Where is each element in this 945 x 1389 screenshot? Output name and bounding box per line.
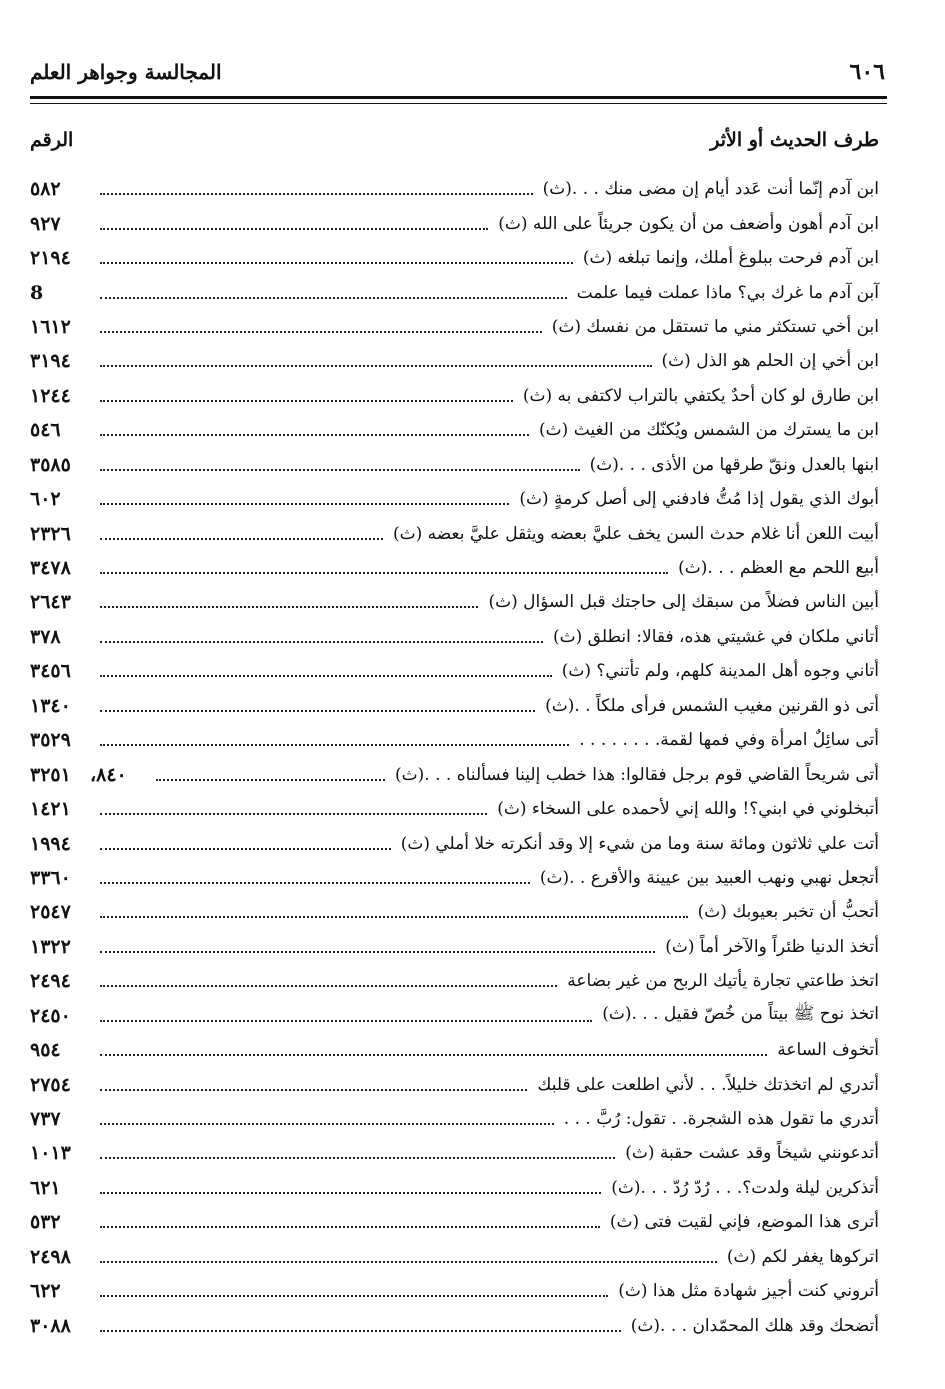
entry-numbers (30, 1039, 90, 1061)
index-entry (30, 1067, 879, 1101)
entry-number: ٣١٩٤ (30, 350, 71, 373)
index-entry (30, 792, 879, 826)
entry-number: ٥٨٢ (30, 178, 61, 201)
entry-number: ٣٧٨ (30, 625, 61, 648)
entry-number: ٣٤٧٨ (30, 557, 71, 580)
leader-dots (100, 606, 478, 608)
entry-text: أتى شريحاً القاضي قوم برجل فقالوا: هذا خطب إلينا فسألناه . . .(ث) (395, 764, 879, 785)
entry-numbers (30, 213, 90, 235)
entry-number: ٢٧٥٤ (30, 1073, 71, 1096)
entry-numbers (30, 798, 90, 820)
entry-text: ابن آدم فرحت ببلوغ أملك، وإنما تبلغه (ث) (582, 248, 879, 269)
leader-dots (100, 1261, 717, 1263)
index-entry (30, 1205, 879, 1239)
entry-text: أتبخلوني في ابني؟! والله إني لأحمده على السخاء (ث) (497, 799, 879, 820)
leader-dots (100, 1020, 592, 1022)
entry-number: ١٠١٣ (30, 1142, 71, 1165)
index-entry (30, 310, 879, 344)
leader-dots (100, 1089, 527, 1091)
leader-dots (100, 1123, 554, 1125)
leader-dots (100, 331, 542, 333)
leader-dots (100, 193, 533, 195)
entry-text: ابن طارق لو كان أحدٌ يكتفي بالتراب لاكتفى به (ث) (522, 385, 879, 406)
leader-dots (100, 1054, 767, 1056)
entry-number: ٩٢٧ (30, 212, 61, 235)
entry-text: أترى هذا الموضع، فإني لقيت فتى (ث) (609, 1212, 879, 1233)
leader-dots (100, 572, 668, 574)
index-entry (30, 516, 879, 550)
index-entry (30, 1240, 879, 1274)
entry-numbers (30, 1074, 90, 1096)
index-entry (30, 757, 879, 791)
entry-numbers (30, 557, 90, 579)
index-entry (30, 344, 879, 378)
header-rule-thin (30, 103, 887, 104)
entry-text: أتت علي ثلاثون ومائة سنة وما من شيء إلا وقد أنكرته خلا أملي (ث) (400, 833, 879, 854)
entry-text: أتدري ما تقول هذه الشجرة. . تقول: رُبَّ . . . (563, 1109, 879, 1130)
index-entry (30, 551, 879, 585)
leader-dots (100, 813, 487, 815)
entry-numbers (30, 316, 90, 338)
leader-dots (100, 365, 652, 367)
entry-text: أتخذ الدنيا ظئراً والآخر أماً (ث) (665, 936, 879, 957)
entry-number: ٣٢٥١ (30, 763, 71, 786)
leader-dots (100, 1192, 601, 1194)
entry-numbers (30, 970, 90, 992)
index-entry (30, 620, 879, 654)
entry-text: ابن أخي تستكثر مني ما تستقل من نفسك (ث) (551, 316, 879, 337)
entry-text: أتى ذو القرنين مغيب الشمس فرأى ملكاً . .(ث) (545, 695, 879, 716)
entry-text: أتى سائِلٌ امرأة وفي فمها لقمة. . . . . . . . (579, 730, 879, 751)
entry-text: اتخذ طاعتي تجارة يأتيك الربح من غير بضاعة (567, 971, 879, 992)
entry-text: أتجعل نهبي ونهب العبيد بين عيينة والأقرع . .(ث) (539, 867, 879, 888)
index-entry (30, 172, 879, 206)
entry-text: أتاني وجوه أهل المدينة كلهم، ولم تأتني؟ (ث) (561, 661, 879, 682)
entry-numbers (30, 385, 90, 407)
entry-text: أتدري لم اتخذتك خليلاً. . . لأني اطلعت على قلبك (537, 1074, 879, 1095)
leader-dots (100, 538, 383, 540)
entry-number: ٣٠٨٨ (30, 1314, 71, 1337)
index-entry (30, 482, 879, 516)
leader-dots (100, 228, 488, 230)
entry-number: ٧٣٧ (30, 1108, 61, 1131)
leader-dots (100, 710, 535, 712)
entry-numbers (30, 350, 90, 372)
entry-number: ٢٤٥٠ (30, 1004, 71, 1027)
entry-numbers (30, 695, 90, 717)
entry-number: ٩٥٤ (30, 1039, 61, 1062)
index-entry (30, 654, 879, 688)
entry-text: اتركوها يغفر لكم (ث) (726, 1246, 879, 1267)
index-entry (30, 413, 879, 447)
entry-numbers (30, 419, 90, 441)
entry-number: ٢٤٩٨ (30, 1245, 71, 1268)
entry-text: أتضحك وقد هلك المحمّدان . . .(ث) (630, 1315, 879, 1336)
index-entry (30, 379, 879, 413)
leader-dots (100, 951, 655, 953)
leader-dots (100, 262, 573, 264)
leader-dots (100, 1295, 608, 1297)
leader-dots (100, 1226, 600, 1228)
entry-text: أتخوف الساعة (777, 1040, 879, 1061)
index-entry (30, 861, 879, 895)
entry-number: ٢٤٩٤ (30, 970, 71, 993)
entry-number: ٣٥٨٥ (30, 453, 71, 476)
entry-number: ٦٢٢ (30, 1280, 61, 1303)
index-entry (30, 964, 879, 998)
entry-numbers (30, 1177, 90, 1199)
entry-number: ٢٦٤٣ (30, 591, 71, 614)
entry-text: ابن آدم إنّما أنت عَدد أيام إن مضى منك . . .(ث) (542, 179, 879, 200)
entry-numbers (30, 488, 90, 510)
entry-numbers (30, 660, 90, 682)
entry-numbers (30, 1142, 90, 1164)
entry-numbers (30, 833, 90, 855)
column-headings (30, 122, 879, 158)
entry-number-secondary: ٨٤٠، (90, 763, 127, 786)
entry-numbers (30, 282, 90, 304)
entry-numbers (30, 523, 90, 545)
entry-text: أتاني ملكان في غشيتي هذه، فقالا: انطلق (ث) (552, 626, 879, 647)
leader-dots (100, 675, 552, 677)
index-entry (30, 895, 879, 929)
entry-numbers (30, 1005, 90, 1027)
entry-numbers (30, 1246, 90, 1268)
leader-dots (100, 434, 529, 436)
entry-numbers (30, 247, 90, 269)
entry-text: آبن آدم ما غرك بي؟ ماذا عملت فيما علمت (576, 282, 879, 303)
leader-dots (100, 916, 688, 918)
entry-number: ٥٣٢ (30, 1211, 61, 1234)
index-entry (30, 585, 879, 619)
entry-number: ٣٥٢٩ (30, 729, 71, 752)
entry-number: 8 (30, 281, 44, 304)
index-entry (30, 1033, 879, 1067)
leader-dots (100, 503, 509, 505)
entry-numbers (30, 626, 90, 648)
entry-numbers (30, 1280, 90, 1302)
leader-dots (156, 779, 385, 781)
entry-numbers (30, 901, 90, 923)
header-rule-thick (30, 96, 887, 99)
entry-number: ٢٥٤٧ (30, 901, 71, 924)
page-number: ٦٠٦ (849, 59, 885, 85)
entry-number: ١٢٤٤ (30, 384, 71, 407)
leader-dots (100, 469, 580, 471)
entry-numbers (30, 591, 90, 613)
index-entry (30, 1171, 879, 1205)
entry-number: ٦٠٢ (30, 488, 61, 511)
index-entry (30, 689, 879, 723)
entry-number: ١٦١٢ (30, 315, 71, 338)
entry-number: ٦٢١ (30, 1176, 61, 1199)
leader-dots (100, 1330, 621, 1332)
index-entry (30, 448, 879, 482)
entry-text: ابن آدم أهون وأضعف من أن يكون جريئاً على الله (ث) (498, 213, 879, 234)
column-heading-text: طرف الحديث أو الأثر (710, 129, 879, 151)
index-entry (30, 826, 879, 860)
running-header (30, 52, 885, 92)
index-entries (30, 172, 879, 1343)
leader-dots (100, 1157, 615, 1159)
leader-dots (100, 985, 557, 987)
entry-text: ابنها بالعدل ونقّ طرقها من الأذى . . .(ث) (589, 454, 879, 475)
entry-text: أبوك الذي يقول إذا مُتُّ فادفني إلى أصل كرمةٍ (ث) (519, 489, 879, 510)
entry-text: أتذكرين ليلة ولدت؟. . . رُدّ رُدّ . . .(ث) (611, 1177, 879, 1198)
entry-text: ابن ما يسترك من الشمس ويُكنّك من الغيث (ث) (539, 420, 879, 441)
column-heading-number: الرقم (30, 129, 74, 151)
index-entry (30, 241, 879, 275)
entry-text: أبين الناس فضلاً من سبقك إلى حاجتك قبل السؤال (ث) (488, 592, 879, 613)
entry-numbers (30, 1211, 90, 1233)
entry-number: ٣٤٥٦ (30, 660, 71, 683)
entry-numbers (30, 454, 90, 476)
leader-dots (100, 400, 513, 402)
leader-dots (100, 744, 569, 746)
leader-dots (100, 641, 543, 643)
entry-number: ٥٤٦ (30, 419, 61, 442)
entry-text: أتروني كنت أجيز شهادة مثل هذا (ث) (618, 1281, 879, 1302)
index-entry (30, 930, 879, 964)
entry-number: ١٣٢٢ (30, 935, 71, 958)
index-entry (30, 206, 879, 240)
entry-numbers (30, 764, 146, 786)
entry-text: اتخذ نوح ﷺ بيتاً من خُصّ فقيل . . .(ث) (602, 1004, 879, 1025)
entry-text: أبيت اللعن أنا غلام حدث السن يخف عليَّ بعضه ويثقل عليَّ بعضه (ث) (392, 523, 879, 544)
index-entry (30, 275, 879, 309)
leader-dots (100, 848, 391, 850)
leader-dots (100, 297, 567, 299)
index-entry (30, 723, 879, 757)
entry-number: ٢٣٢٦ (30, 522, 71, 545)
entry-number: ١٤٢١ (30, 798, 71, 821)
entry-number: ٢١٩٤ (30, 247, 71, 270)
entry-numbers (30, 867, 90, 889)
entry-number: ٣٣٦٠ (30, 866, 71, 889)
index-entry (30, 1136, 879, 1170)
entry-text: ابن أخي إن الحلم هو الذل (ث) (661, 351, 879, 372)
entry-numbers (30, 1315, 90, 1337)
entry-numbers (30, 936, 90, 958)
entry-numbers (30, 1108, 90, 1130)
index-entry (30, 999, 879, 1033)
leader-dots (100, 882, 530, 884)
index-entry (30, 1274, 879, 1308)
book-title: المجالسة وجواهر العلم (30, 60, 222, 84)
entry-text: أبيع اللحم مع العظم . . .(ث) (678, 558, 879, 579)
entry-number: ١٣٤٠ (30, 694, 71, 717)
index-entry (30, 1102, 879, 1136)
index-entry (30, 1308, 879, 1342)
entry-numbers (30, 178, 90, 200)
entry-numbers (30, 729, 90, 751)
entry-text: أتحبُّ أن تخبر بعيوبك (ث) (697, 902, 879, 923)
entry-number: ١٩٩٤ (30, 832, 71, 855)
entry-text: أتدعونني شيخاً وقد عشت حقبة (ث) (625, 1143, 879, 1164)
